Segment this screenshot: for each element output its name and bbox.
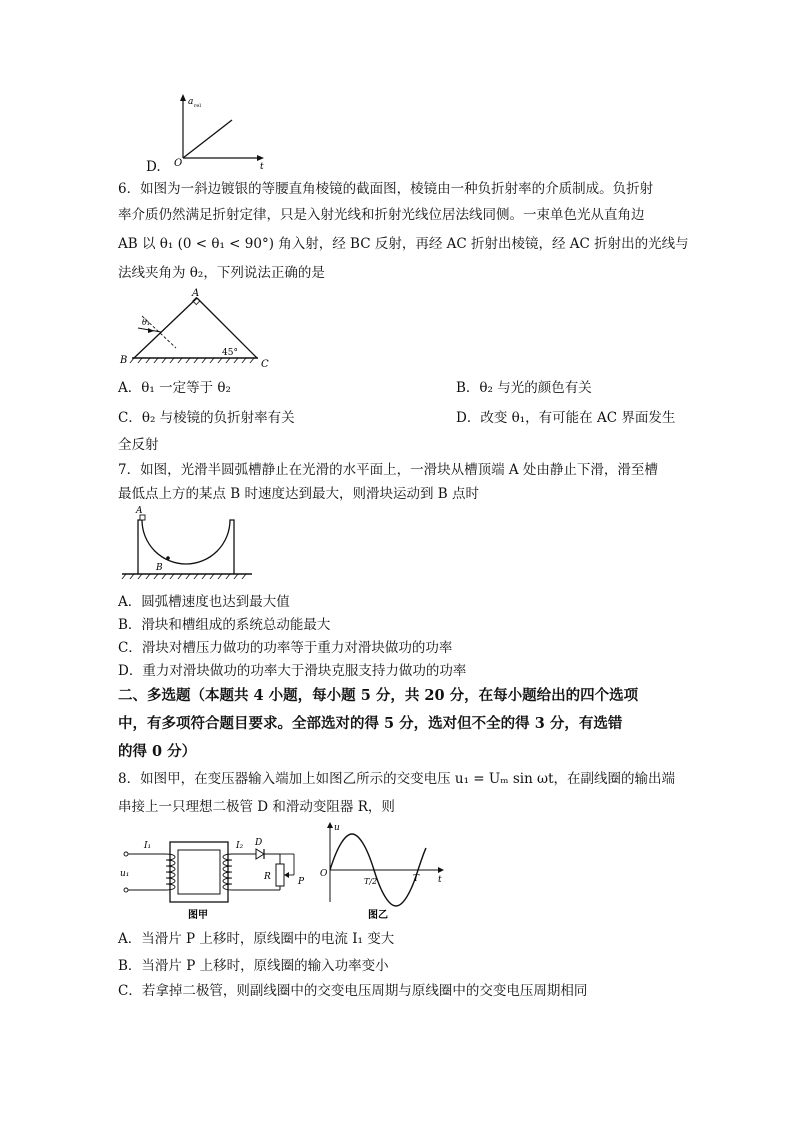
semicircle-groove [138, 520, 234, 574]
sine-y-arrow [327, 822, 333, 828]
sine-label-t-axis: t [438, 875, 442, 885]
circuit-label-r: R [264, 872, 271, 882]
sine-x-arrow [438, 867, 444, 873]
q8-option-a: A．当滑片 P 上移时，原线圈中的电流 I₁ 变大 [118, 931, 395, 947]
graph-ylabel-sub: rel [194, 103, 201, 109]
input-terminal-top [124, 852, 128, 856]
transformer-core-inner [178, 850, 220, 894]
rheostat-r [276, 864, 284, 886]
q7-option-b: B．滑块和槽组成的系统总动能最大 [118, 617, 331, 633]
circuit-caption: 图甲 [188, 910, 208, 921]
graph-ylabel: a [188, 97, 194, 107]
section2-line-3: 的得 0 分） [118, 743, 197, 760]
graph-origin: O [174, 158, 183, 169]
q8-option-c: C．若拿掉二极管，则副线圈中的交变电压周期与原线圈中的交变电压周期相同 [118, 983, 588, 999]
q6-option-a: A．θ₁ 一定等于 θ₂ [118, 380, 231, 396]
point-b-marker [166, 556, 170, 560]
graph-x-arrow [257, 155, 264, 161]
q6-option-b: B．θ₂ 与光的颜色有关 [456, 380, 592, 396]
q6-option-d: D．改变 θ₁，有可能在 AC 界面发生 [456, 410, 676, 426]
q8-option-b: B．当滑片 P 上移时，原线圈的输入功率变小 [118, 958, 389, 974]
input-terminal-bottom [124, 888, 128, 892]
prism-theta-label: θ₁ [142, 318, 151, 327]
q7-option-d: D．重力对滑块做功的功率大于滑块克服支持力做功的功率 [118, 663, 467, 679]
diode-triangle [256, 849, 264, 859]
q7-line-1: 7．如图，光滑半圆弧槽静止在光滑的水平面上，一滑块从槽顶端 A 处由静止下滑，滑至槽 [118, 462, 658, 478]
q6-line-2: 率介质仍然满足折射定律，只是入射光线和折射光线位居法线同侧。一束单色光从直角边 [118, 207, 645, 223]
section2-line-2: 中，有多项符合题目要求。全部选对的得 5 分，选对但不全的得 3 分，有选错 [118, 715, 623, 732]
graph-line [183, 120, 232, 158]
groove-label-a: A [136, 506, 143, 516]
q6-option-c: C．θ₂ 与棱镜的负折射率有关 [118, 410, 295, 426]
q8-sine-graph [316, 818, 450, 922]
sine-caption: 图乙 [368, 910, 388, 921]
section2-line-1: 二、多选题（本题共 4 小题，每小题 5 分，共 20 分，在每小题给出的四个选项 [118, 687, 639, 704]
sine-label-origin: O [320, 869, 328, 879]
q5-option-d-label: D. [146, 159, 161, 175]
prism-label-c: C [261, 359, 269, 370]
circuit-label-p: P [298, 877, 305, 887]
sine-label-half-t: T/2 [364, 877, 378, 886]
q6-prism-figure [118, 288, 278, 372]
transformer-core-outer [170, 842, 228, 902]
groove-label-b: B [156, 563, 163, 573]
q7-option-c: C．滑块对槽压力做功的功率等于重力对滑块做功的功率 [118, 640, 453, 656]
secondary-coil [223, 854, 232, 890]
q6-line-3: AB 以 θ₁ (0 < θ₁ < 90°) 角入射，经 BC 反射，再经 AC 折射出棱镜，经 AC 折射出的光线与 [118, 236, 689, 252]
q6-option-d-continued: 全反射 [118, 437, 159, 453]
circuit-label-i1: I₁ [144, 841, 152, 851]
q8-line-1: 8．如图甲，在变压器输入端加上如图乙所示的交变电压 u₁ = Uₘ sin ωt，在副线圈的输出端 [118, 771, 675, 787]
graph-y-arrow [180, 94, 186, 101]
q8-transformer-circuit [118, 830, 318, 922]
prism-edge-ab [134, 298, 197, 358]
prism-angle-label: 45° [222, 348, 238, 358]
primary-coil [166, 854, 175, 890]
sine-label-t-period: T [413, 874, 420, 884]
circuit-label-u1: u₁ [120, 869, 130, 879]
q7-semicircle-figure [118, 502, 258, 584]
slider-p-arrowhead [284, 872, 289, 878]
circuit-label-d: D [255, 838, 263, 848]
sine-label-u: u [334, 823, 340, 833]
q8-line-2: 串接上一只理想二极管 D 和滑动变阻器 R，则 [118, 799, 395, 815]
q7-option-a: A．圆弧槽速度也达到最大值 [118, 594, 290, 610]
graph-xlabel: t [260, 162, 264, 172]
q7-line-2: 最低点上方的某点 B 时速度达到最大，则滑块运动到 B 点时 [118, 486, 480, 502]
prism-label-a: A [192, 288, 200, 299]
q5-option-d-graph [150, 90, 280, 172]
q6-line-4: 法线夹角为 θ₂，下列说法正确的是 [118, 265, 325, 281]
q6-line-1: 6．如图为一斜边镀银的等腰直角棱镜的截面图，棱镜由一种负折射率的介质制成。负折射 [118, 181, 654, 197]
circuit-label-i2: I₂ [236, 841, 244, 851]
prism-label-b: B [120, 355, 128, 366]
